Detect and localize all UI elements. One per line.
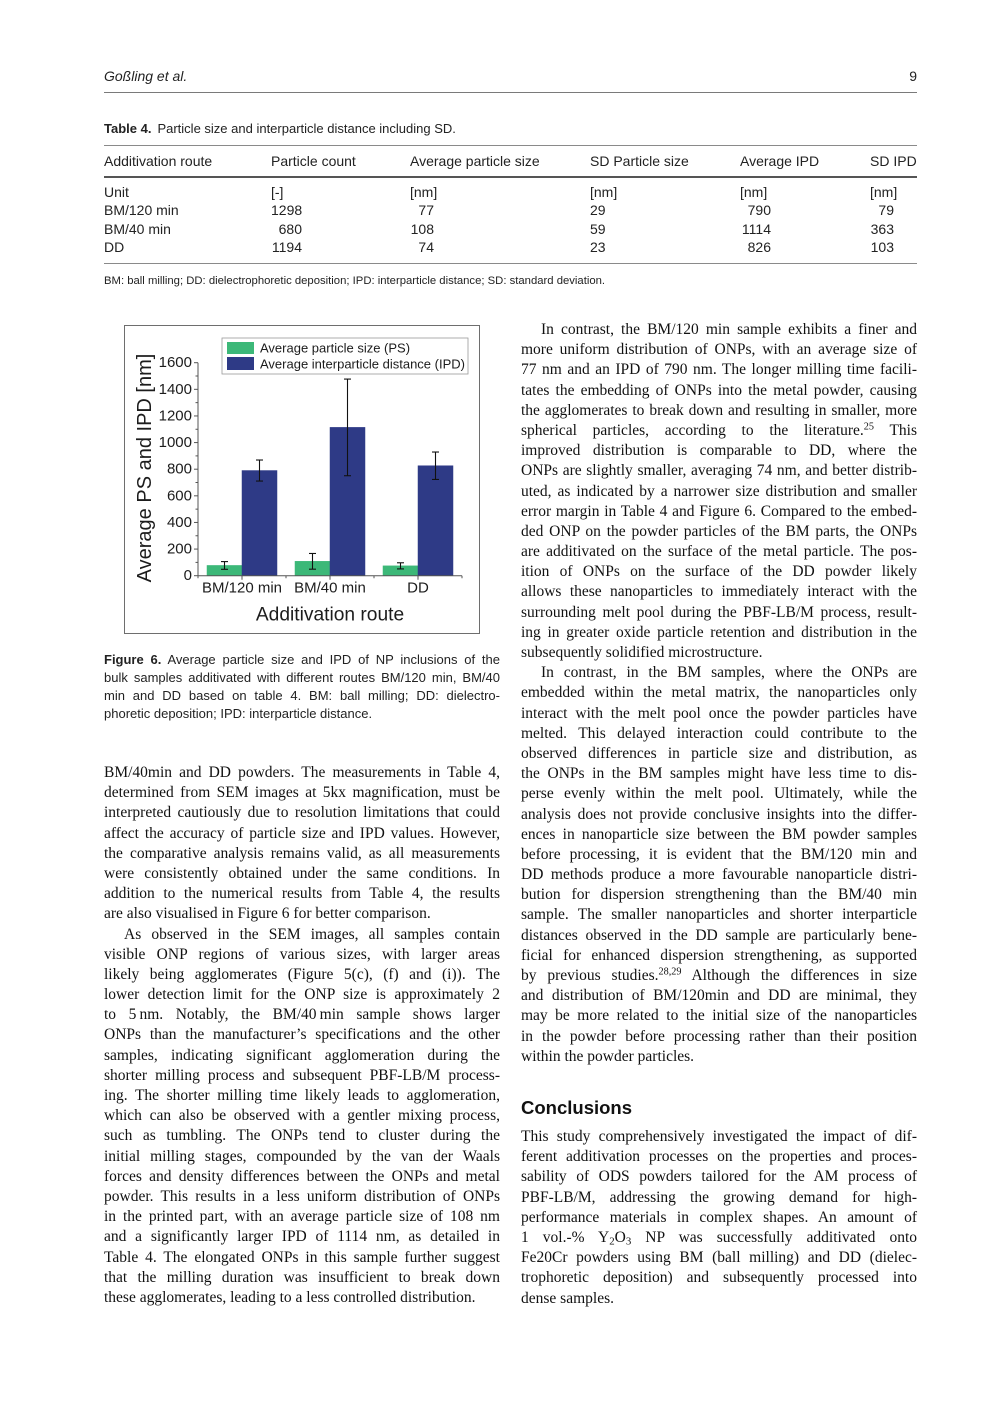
- y-tick-label: 1600: [158, 354, 192, 372]
- table-caption-text: Particle size and interparticle distance including SD.: [157, 121, 456, 136]
- text-line: dense samples.: [521, 1289, 614, 1307]
- caption-label: Figure 6.: [104, 652, 162, 667]
- page-number: 9: [909, 68, 917, 84]
- y-tick-label: 0: [183, 567, 192, 585]
- table-cell: 103: [870, 238, 894, 255]
- text-line: and distribution of BM/120min and DD are minimal, they: [521, 987, 917, 1005]
- text-line: samples, indicating significant agglomeration during the: [104, 1046, 500, 1064]
- table-cell: BM/120 min: [104, 202, 179, 219]
- table-row: [104, 201, 917, 219]
- y-tick-label: 1000: [158, 434, 192, 452]
- text-line: distances observed in the DD sample are particularly bene-: [521, 926, 917, 944]
- text-line: were consistently obtained under the same conditions. In: [104, 864, 500, 882]
- text-line: more uniform distribution of ONPs, with an average size of: [521, 341, 917, 359]
- y-axis-title: Average PS and IPD [nm]: [134, 353, 156, 583]
- text-line: Fe20Cr powders using BM (ball milling) and DD (dielec-: [521, 1249, 917, 1267]
- column-header: SD Particle size: [590, 153, 689, 169]
- legend-label-ipd: Average interparticle distance (IPD): [260, 356, 465, 372]
- header-divider: [104, 92, 917, 93]
- text-line: to 5 nm. Notably, the BM/40 min sample shows larger: [104, 1006, 500, 1024]
- table-cell: 29: [590, 202, 606, 219]
- table-top-rule: [104, 145, 917, 146]
- text-line: In contrast, the BM/120 min sample exhibits a finer and: [541, 321, 917, 338]
- bar-chart: [124, 325, 480, 634]
- column-header: Average particle size: [410, 153, 540, 169]
- paragraph: [521, 1127, 917, 1309]
- x-tick-label: BM/120 min: [201, 579, 283, 597]
- text-line: interpreted cautiously due to resolution limitations that could: [104, 804, 500, 822]
- text-run: 1 vol.-% Y: [521, 1228, 610, 1246]
- legend-label-ps: Average particle size (PS): [260, 340, 411, 356]
- y-tick-label: 600: [166, 487, 192, 505]
- table-cell: DD: [104, 238, 125, 255]
- text-line: sample. The smaller nanoparticles and shorter interparticle: [521, 906, 917, 924]
- paragraph: [521, 320, 917, 663]
- paragraph: [104, 925, 500, 1309]
- text-line: DD methods produce a more favourable nanoparticle distri-: [521, 866, 917, 884]
- text-line: shorter milling process and subsequent PBF-LB/M process-: [104, 1066, 500, 1084]
- table-header-row: [104, 152, 917, 170]
- table-cell: [nm]: [590, 184, 618, 200]
- text-line: [104, 651, 500, 669]
- citation-superscript: 25: [863, 421, 875, 433]
- text-line: which can also be observed with a gentler mixing process,: [104, 1107, 500, 1125]
- text-line: the ONPs in the BM samples might have less time to dis-: [521, 765, 917, 783]
- table-label: Table 4.: [104, 121, 152, 136]
- subscript: 2: [609, 1235, 615, 1248]
- text-line: subsequently solidified microstructure.: [521, 644, 763, 661]
- table-cell: 74: [418, 238, 434, 255]
- left-column: [104, 763, 500, 1308]
- text-line: may be more related to the initial size of the nanoparticles: [521, 1007, 917, 1025]
- chart-bars: [207, 427, 453, 575]
- text-line: allows these nanoparticles to immediately interact with the: [521, 583, 917, 601]
- text-line: are additivated on the surface of the metal particle. The pos-: [521, 543, 917, 561]
- text-run: O: [614, 1228, 626, 1246]
- text-line: This study comprehensively investigated the impact of dif-: [521, 1128, 917, 1145]
- y-tick-label: 1400: [158, 380, 192, 398]
- text-line: in the printed part, with an average particle size of 108 nm: [104, 1208, 500, 1226]
- text-line: observed differences in particle size and distribution, as: [521, 744, 917, 762]
- table-cell: BM/40 min: [104, 220, 171, 237]
- text-line: min and DD based on table 4. BM: ball milling; DD: dielectro-: [104, 688, 500, 703]
- column-header: SD IPD: [870, 153, 917, 169]
- text-line: forces and density differences between the ONPs and metal: [104, 1167, 500, 1185]
- text-line: in the powder before processing rather than their position: [521, 1027, 917, 1045]
- text-line: within the powder particles.: [521, 1047, 695, 1065]
- legend-swatch-ps: [227, 342, 254, 354]
- text-line: [521, 1228, 917, 1248]
- y-tick-label: 400: [166, 513, 192, 531]
- text-line: As observed in the SEM images, all samples contain: [124, 925, 500, 943]
- x-axis-ticks: [198, 576, 462, 597]
- text-line: perse evenly within the melt pool. Ultimately, while the: [521, 785, 917, 803]
- text-line: ences in nanoparticle size between the BM powder samples: [521, 825, 917, 843]
- bar-ipd: [418, 466, 453, 576]
- table-cell: [-]: [271, 184, 284, 200]
- text-line: powder. This results in a less uniform distribution of ONPs: [104, 1187, 500, 1205]
- text-line: uted, as indicated by a narrower size distribution and smaller: [521, 482, 917, 500]
- table-cell: 680: [278, 220, 302, 237]
- text-line: that the milling duration was insufficient to break down: [104, 1268, 500, 1286]
- figure-caption-text: [104, 651, 500, 723]
- table-footnote: BM: ball milling; DD: dielectrophoretic deposition; IPD: interparticle distance; SD: standard deviation.: [104, 275, 606, 287]
- text-line: these agglomerates, leading to a less controlled distribution.: [104, 1288, 476, 1306]
- text-line: ONPs are slightly smaller, averaging 74 nm, and better distrib-: [521, 462, 917, 480]
- text-line: lower detection limit for the ONP size is approximately 2: [104, 986, 500, 1004]
- text-line: melted. This delayed interaction could contribute to the: [521, 724, 917, 742]
- chart-legend: [222, 338, 468, 374]
- section-heading-conclusions: Conclusions: [521, 1097, 633, 1118]
- text-line: ded ONP on the powder particles of the BM parts, the ONPs: [521, 522, 917, 540]
- x-axis-title: Additivation route: [255, 604, 405, 626]
- conclusions-body: [521, 1127, 917, 1309]
- table-caption: [104, 121, 456, 137]
- table-cell: 1194: [271, 238, 302, 255]
- text-line: BM/40min and DD powders. The measurements in Table 4,: [104, 764, 500, 781]
- paragraph: [104, 763, 500, 925]
- x-tick-label: DD: [407, 579, 429, 597]
- text-line: In contrast, in the BM samples, where the ONPs are: [541, 664, 917, 682]
- table-cell: 108: [410, 220, 434, 237]
- table-header-rule: [104, 176, 917, 178]
- text-run: spherical particles, according to the literature.: [521, 421, 864, 439]
- text-run: This: [874, 421, 918, 439]
- text-line: analysis does not provide conclusive insights into the differ-: [521, 805, 917, 823]
- y-tick-label: 1200: [158, 407, 192, 425]
- text-line: the comparative analysis remains valid, as all measurements: [104, 844, 500, 862]
- table-row: [104, 220, 917, 238]
- text-line: PBF-LB/M, addressing the growing demand for high-: [521, 1188, 917, 1206]
- text-line: affect the accuracy of particle size and IPD values. However,: [104, 824, 500, 842]
- text-run: by previous studies.: [521, 967, 659, 984]
- text-line: likely being agglomerates (Figure 5(c), (f) and (i)). The: [104, 965, 500, 983]
- text-line: sability of ODS powders tailored for the AM process of: [521, 1168, 917, 1186]
- text-line: such as tumbling. The ONPs tend to cluster during the: [104, 1127, 500, 1145]
- legend-swatch-ipd: [227, 357, 254, 370]
- text-line: ition of ONPs on the surface of the DD powder likely: [521, 563, 917, 581]
- text-line: ficial for enhanced dispersion strengthening, as supported: [521, 946, 917, 964]
- table-cell: 79: [878, 202, 894, 219]
- text-line: improved distribution is comparable to DD, where the: [521, 442, 917, 460]
- text-run: NP was successfully additivated onto: [631, 1228, 918, 1246]
- text-line: embedded within the metal matrix, the nanoparticles only: [521, 684, 917, 702]
- text-line: bution for dispersion strengthening than the BM/40 min: [521, 886, 917, 904]
- text-line: ing in greater oxide particle retention and distribution in the: [521, 623, 917, 641]
- text-run: Average particle size and IPD of NP inclusions of the: [161, 652, 500, 667]
- text-line: [521, 966, 917, 986]
- text-line: performance materials in complex shapes. An amount of: [521, 1208, 917, 1226]
- table-cell: 826: [747, 238, 771, 255]
- text-line: addition to the numerical results from Table 4, the results: [104, 885, 500, 903]
- table-cell: 1114: [741, 220, 771, 237]
- text-line: before processing, it is evident that the BM/120 min and: [521, 845, 917, 863]
- table-cell: Unit: [104, 184, 129, 200]
- text-line: determined from SEM images at 5kx magnification, must be: [104, 784, 500, 802]
- paragraph: [521, 663, 917, 1067]
- text-line: ferent additivation processes on the properties and proces-: [521, 1148, 917, 1166]
- table-cell: [nm]: [870, 184, 898, 200]
- text-line: ONPs than the manufacturer’s specifications and the other: [104, 1026, 500, 1044]
- table-cell: 363: [870, 220, 894, 237]
- table-units-row: [104, 183, 917, 201]
- y-axis-ticks: [159, 354, 198, 584]
- text-line: [521, 421, 917, 441]
- table-cell: [nm]: [740, 184, 768, 200]
- column-header: Additivation route: [104, 153, 213, 169]
- text-line: trophoretic deposition) and subsequently processed into: [521, 1269, 917, 1287]
- table-cell: 23: [590, 238, 606, 255]
- subscript: 3: [625, 1235, 632, 1248]
- text-line: visible ONP regions of various sizes, with larger areas: [104, 945, 500, 963]
- table-cell: 790: [747, 202, 771, 219]
- text-line: tates the embedding of ONPs into the metal powder, causing: [521, 381, 917, 399]
- text-line: Table 4. The elongated ONPs in this sample further suggest: [104, 1248, 500, 1266]
- right-column: [521, 320, 917, 1067]
- text-line: interact with the melt pool once the powder particles have: [521, 704, 917, 722]
- table-row: [104, 238, 917, 256]
- text-line: bulk samples additivated with different routes BM/120 min, BM/40: [104, 670, 500, 685]
- citation-superscript: 28,29: [658, 966, 682, 978]
- column-header: Average IPD: [740, 153, 820, 169]
- table-cell: [nm]: [410, 184, 438, 200]
- text-line: surrounding melt pool during the PBF-LB/M process, result-: [521, 603, 917, 621]
- bar-ipd: [242, 471, 277, 576]
- table-cell: 1298: [271, 202, 303, 219]
- y-tick-label: 800: [166, 460, 192, 478]
- text-run: Although the differences in size: [681, 967, 918, 984]
- text-line: the agglomerates to break down and resulting in smaller, more: [521, 401, 917, 419]
- text-line: are also visualised in Figure 6 for better comparison.: [104, 905, 431, 923]
- table-cell: 77: [418, 202, 434, 219]
- figure-caption: [104, 651, 500, 723]
- running-head-authors: Goßling et al.: [104, 68, 188, 84]
- text-line: ing. The shorter milling time likely leads to agglomeration,: [104, 1087, 500, 1104]
- y-tick-label: 200: [166, 540, 192, 558]
- text-line: 77 nm and an IPD of 790 nm. The longer milling time facili-: [521, 361, 917, 379]
- text-line: and a significantly larger IPD of 1114 nm, as detailed in: [104, 1228, 500, 1246]
- table-bottom-rule: [104, 263, 917, 264]
- text-line: phoretic deposition; IPD: interparticle distance.: [104, 706, 373, 721]
- text-line: initial milling stages, compounded by the van der Waals: [104, 1147, 500, 1165]
- table-cell: 59: [590, 220, 606, 237]
- column-header: Particle count: [271, 153, 356, 169]
- x-tick-label: BM/40 min: [294, 579, 366, 597]
- text-line: error margin in Table 4 and Figure 6. Compared to the embed-: [521, 502, 917, 520]
